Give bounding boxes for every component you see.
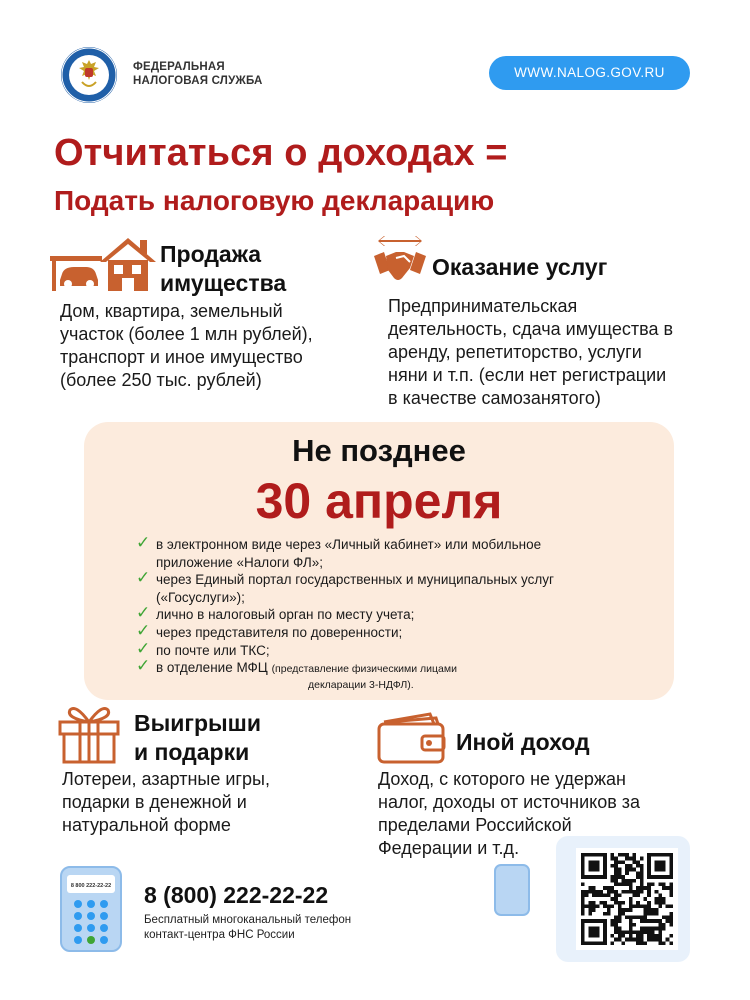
qr-code-icon[interactable] bbox=[581, 853, 673, 945]
list-item: ✓ лично в налоговый орган по месту учета; bbox=[136, 603, 415, 623]
check-icon: ✓ bbox=[136, 638, 151, 658]
check-icon: ✓ bbox=[136, 603, 151, 623]
gift-icon bbox=[56, 700, 122, 764]
other-income-description: Доход, с которого не удержан налог, доходы от источников за пределами Российской Федерации и т.д. bbox=[378, 769, 641, 858]
gifts-description: Лотереи, азартные игры, подарки в денежной и натуральной форме bbox=[62, 769, 270, 835]
website-link[interactable]: WWW.NALOG.GOV.RU bbox=[489, 56, 690, 90]
check-icon: ✓ bbox=[136, 656, 151, 676]
handshake-icon bbox=[374, 236, 426, 286]
check-icon: ✓ bbox=[136, 620, 151, 640]
list-item: ✓ в электронном виде через «Личный кабинет» или мобильное приложение «Налоги ФЛ»; bbox=[136, 533, 542, 570]
list-item: ✓ через представителя по доверенности; bbox=[136, 620, 403, 640]
page-title: Отчитаться о доходах = bbox=[54, 132, 508, 174]
deadline-label: Не позднее bbox=[292, 433, 466, 468]
hotline-caption: Бесплатный многоканальный телефон контакт-центра ФНС России bbox=[144, 914, 352, 941]
wallet-icon bbox=[376, 712, 448, 764]
fns-emblem-icon bbox=[60, 46, 118, 104]
other-income-title: Иной доход bbox=[456, 729, 590, 755]
deadline-date: 30 апреля bbox=[255, 473, 503, 529]
sale-description: Дом, квартира, земельный участок (более 1 млн рублей), транспорт и иное имущество (более 250 тыс. рублей) bbox=[60, 301, 313, 390]
check-icon: ✓ bbox=[136, 533, 151, 552]
org-name: ФЕДЕРАЛЬНАЯ НАЛОГОВАЯ СЛУЖБА bbox=[133, 61, 263, 87]
list-item: ✓ через Единый портал государственных и муниципальных услуг («Госуслуги»); bbox=[136, 568, 554, 605]
check-icon: ✓ bbox=[136, 568, 151, 588]
list-item: ✓ по почте или ТКС; bbox=[136, 638, 270, 658]
phone-keypad-icon bbox=[60, 866, 122, 952]
hotline-phone[interactable]: 8 (800) 222-22-22 bbox=[144, 882, 329, 908]
smartphone-icon bbox=[494, 864, 530, 916]
page-subtitle: Подать налоговую декларацию bbox=[54, 185, 495, 216]
services-title: Оказание услуг bbox=[432, 254, 608, 280]
device-screen-number: 8 800 222-22-22 bbox=[70, 883, 112, 889]
filing-methods-list bbox=[136, 533, 656, 691]
list-item: ✓ в отделение МФЦ (представление физическими лицами декларации 3-НДФЛ). bbox=[136, 656, 457, 691]
gifts-title: Выигрыши и подарки bbox=[134, 710, 261, 765]
house-car-icon bbox=[50, 234, 158, 292]
services-description: Предпринимательская деятельность, сдача имущества в аренду, репетиторство, услуги няни и т.п. (если нет регистрации в качестве самозанятого) bbox=[388, 296, 674, 408]
sale-title: Продажа имущества bbox=[160, 241, 287, 296]
